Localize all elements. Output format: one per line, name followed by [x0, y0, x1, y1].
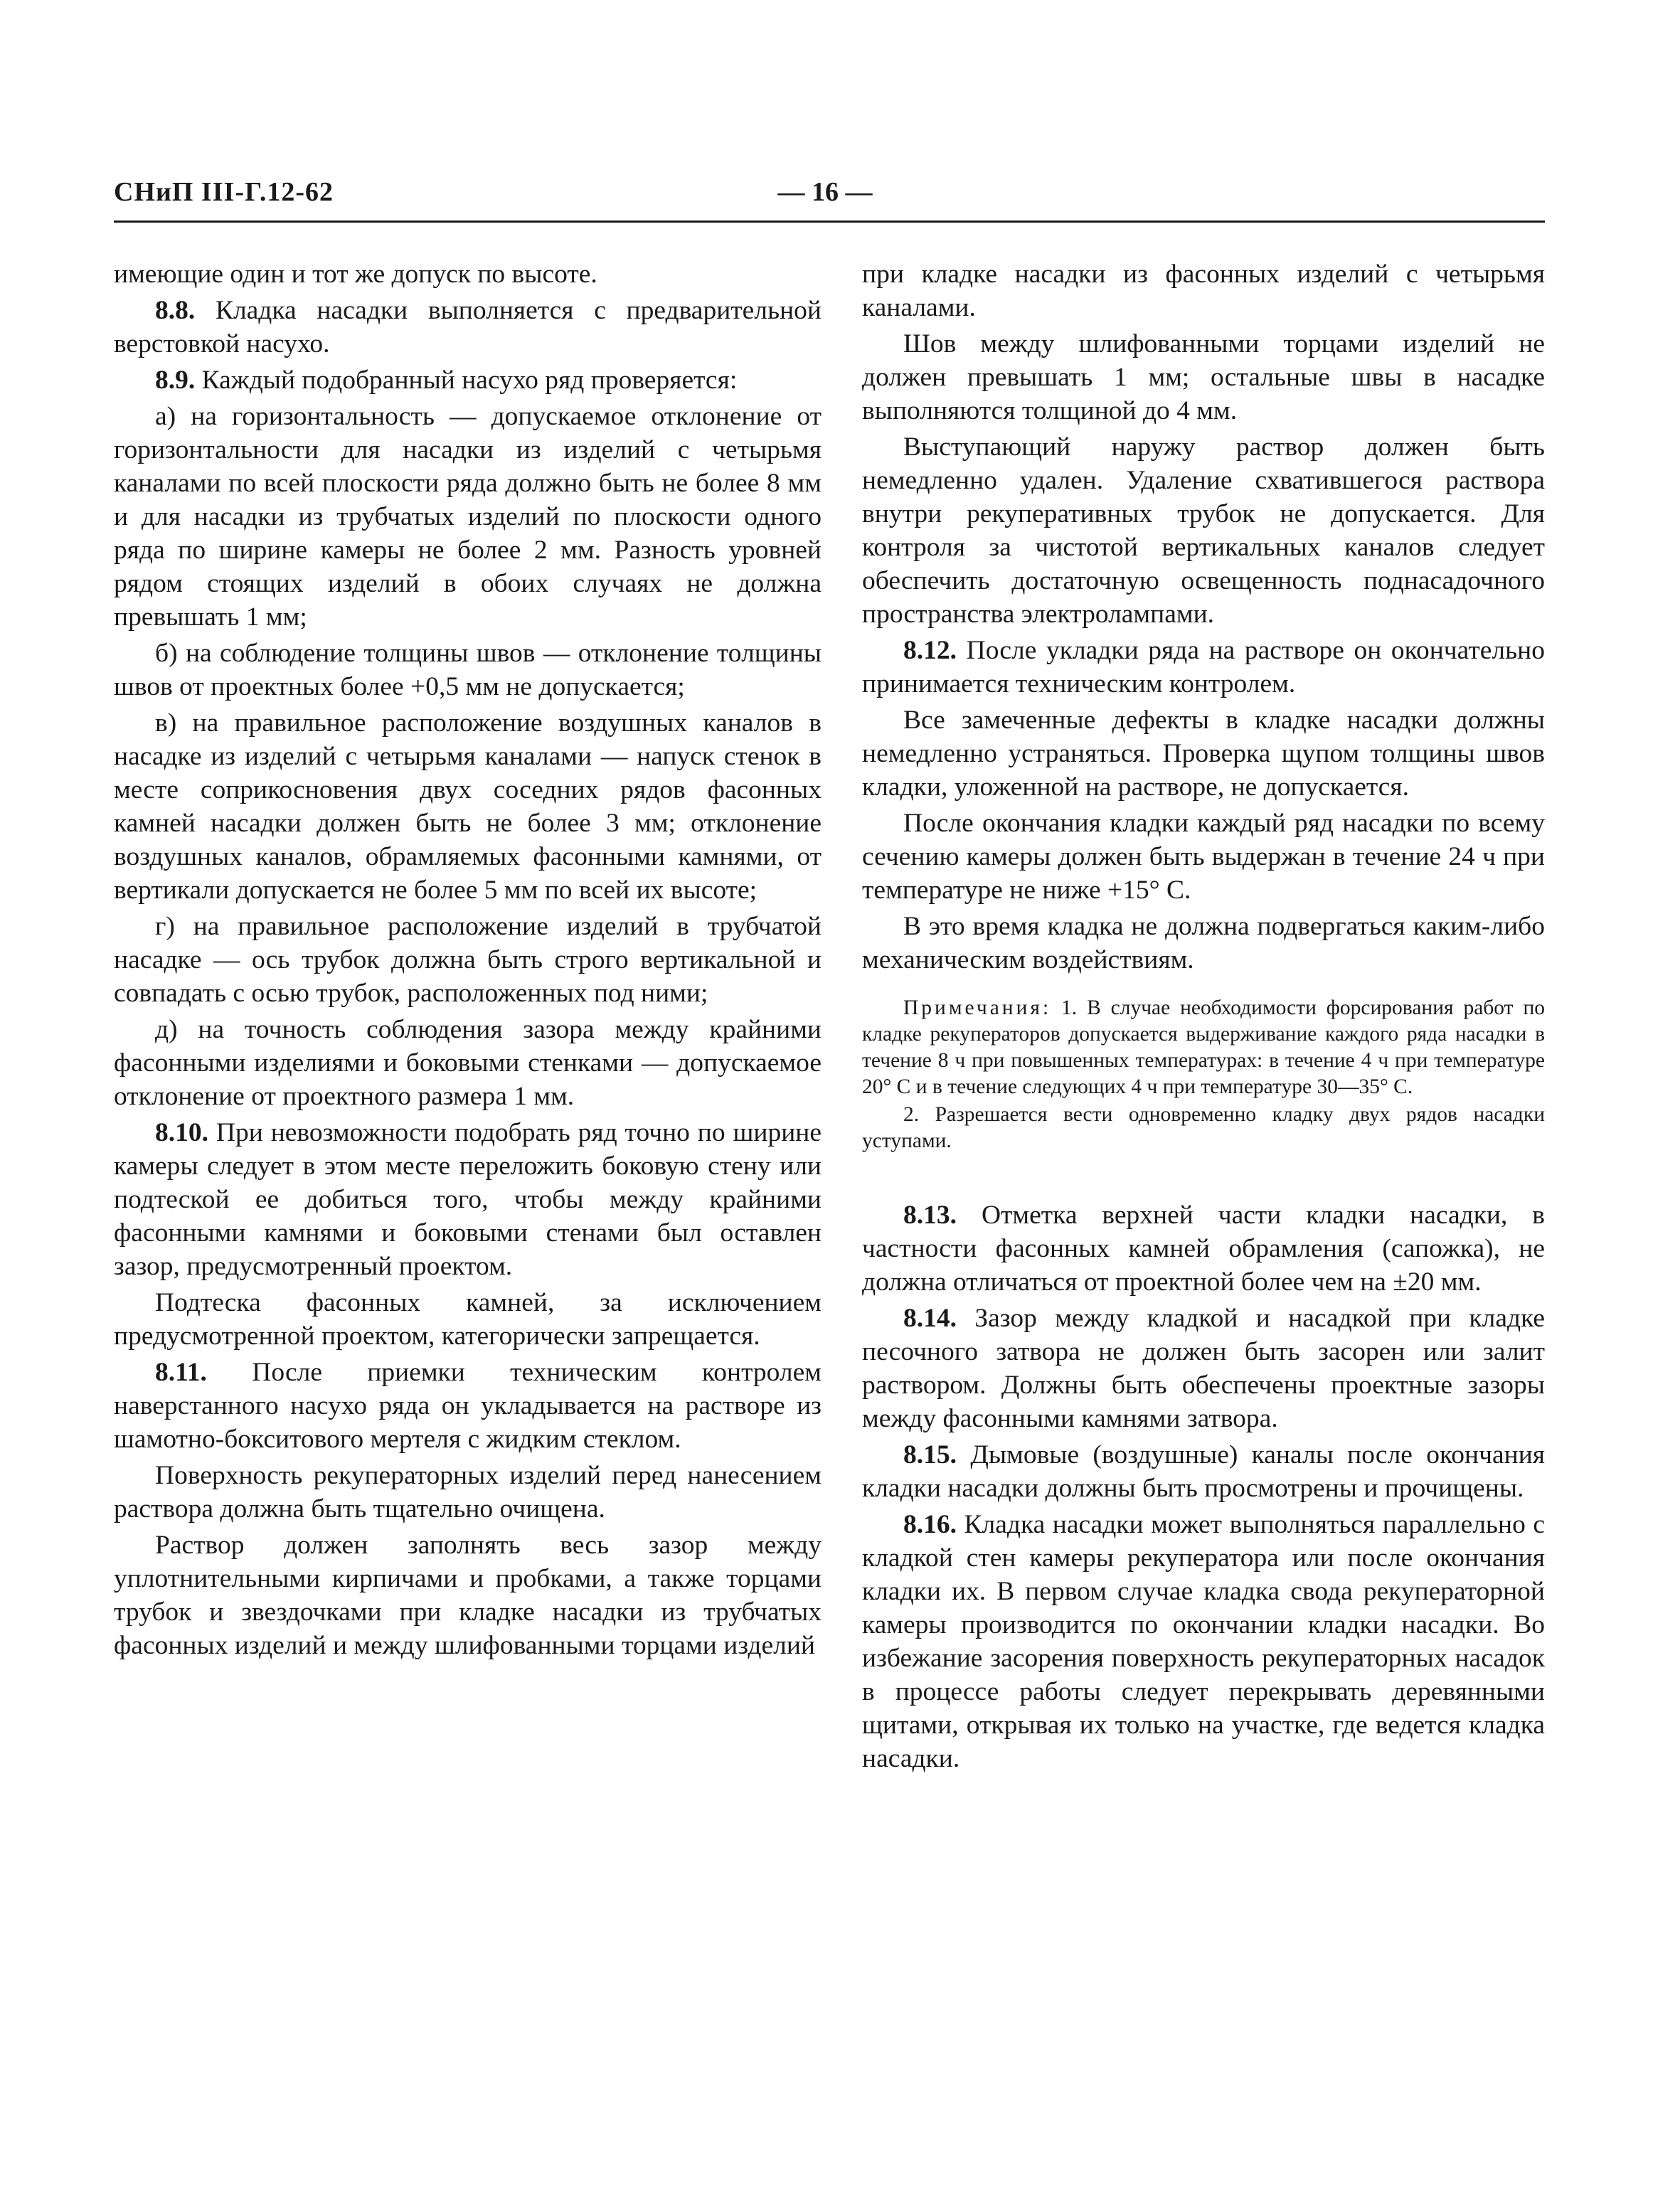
- clause-8-8: [114, 294, 822, 361]
- paragraph: После окончания кладки каждый ряд насадки по всему сечению камеры должен быть выдержан в течение 24 ч при температуре не ниже +15° С.: [862, 809, 1545, 905]
- page-header: [114, 176, 1545, 223]
- clause-8-12: [862, 634, 1545, 701]
- list-item-b: б) на соблюдение толщины швов — отклонение толщины швов от проектных более +0,5 мм не допускается;: [114, 639, 822, 701]
- clause-8-13: [862, 1198, 1545, 1299]
- right-column: [862, 257, 1545, 1778]
- note-text: 1. В случае необходимости форсирования работ по кладке рекуператоров допускается выдерживание каждого ряда насадки в течение 8 ч при повышенных температурах: в течение 4 ч при температуре 20° С и в течение следующих 4 ч при температуре 30—35° С.: [862, 996, 1545, 1098]
- clause-number: 8.11.: [155, 1358, 207, 1387]
- clause-text: Дымовые (воздушные) каналы после окончания кладки насадки должны быть просмотрены и прочищены.: [862, 1440, 1546, 1503]
- paragraph: Шов между шлифованными торцами изделий не должен превышать 1 мм; остальные швы в насадке выполняются толщиной до 4 мм.: [862, 329, 1545, 425]
- clause-number: 8.9.: [155, 366, 196, 395]
- clause-text: Кладка насадки может выполняться параллельно с кладкой стен камеры рекуператора или после окончания кладки их. В первом случае кладка свода рекуператорной камеры производится по окончании кладки насадки. Во избежание засорения поверхность рекуператорных насадок в процессе работы следует перекрывать деревянными щитами, открывая их только на участке, где ведется кладка насадки.: [862, 1510, 1545, 1773]
- paragraph: Все замеченные дефекты в кладке насадки должны немедленно устраняться. Проверка щупом толщины швов кладки, уложенной на растворе, не допускается.: [862, 706, 1545, 802]
- clause-text: Зазор между кладкой и насадкой при кладке песочного затвора не должен быть засорен или залит раствором. Должны быть обеспечены проектные зазоры между фасонными камнями затвора.: [862, 1304, 1546, 1433]
- clause-text: После укладки ряда на растворе он окончательно принимается техническим контролем.: [862, 636, 1546, 698]
- clause-text: При невозможности подобрать ряд точно по ширине камеры следует в этом месте переложить боковую стену или подтеской ее добиться того, чтобы между крайними фасонными камнями и боковыми стенами был оставлен зазор, предусмотренный проектом.: [114, 1118, 822, 1281]
- clause-8-14: [862, 1302, 1545, 1435]
- paragraph: при кладке насадки из фасонных изделий с четырьмя каналами.: [862, 260, 1545, 322]
- note-2: 2. Разрешается вести одновременно кладку двух рядов насадки уступами.: [862, 1103, 1545, 1152]
- clause-number: 8.14.: [903, 1304, 957, 1333]
- clause-text: Кладка насадки выполняется с предварительной верстовкой насухо.: [114, 296, 822, 358]
- paragraph: Раствор должен заполнять весь зазор между уплотнительными кирпичами и пробками, а также торцами трубок и звездочками при кладке насадки из трубчатых фасонных изделий и между шлифованными торцами изделий: [114, 1531, 822, 1660]
- paragraph: В это время кладка не должна подвергаться каким-либо механическим воздействиям.: [862, 912, 1545, 974]
- notes-block: [862, 995, 1545, 1154]
- clause-number: 8.16.: [903, 1510, 957, 1539]
- note-1: [862, 995, 1545, 1100]
- clause-text: После приемки техническим контролем наверстанного насухо ряда он укладывается на растворе из шамотно-бокситового мертеля с жидким стеклом.: [114, 1358, 822, 1454]
- notes-label: Примечания:: [903, 996, 1052, 1019]
- clause-text: Каждый подобранный насухо ряд проверяется:: [201, 366, 738, 395]
- clause-8-10: [114, 1116, 822, 1283]
- clause-number: 8.12.: [903, 636, 957, 665]
- paragraph: имеющие один и тот же допуск по высоте.: [114, 260, 597, 289]
- list-item-a: а) на горизонтальность — допускаемое отклонение от горизонтальности для насадки из изделий с четырьмя каналами по всей плоскости ряда должно быть не более 8 мм и для насадки из трубчатых изделий по плоскости одного ряда по ширине камеры не более 2 мм. Разность уровней рядом стоящих изделий в обоих случаях не должна превышать 1 мм;: [114, 402, 822, 632]
- list-item-v: в) на правильное расположение воздушных каналов в насадке из изделий с четырьмя каналами — напуск стенок в месте соприкосновения двух соседних рядов фасонных камней насадки должен быть не более 3 мм; отклонение воздушных каналов, обрамляемых фасонными камнями, от вертикали допускается не более 5 мм по всей их высоте;: [114, 708, 822, 905]
- clause-number: 8.13.: [903, 1201, 957, 1230]
- page-number: — 16 —: [777, 177, 873, 207]
- clause-number: 8.15.: [903, 1440, 957, 1469]
- clause-text: Отметка верхней части кладки насадки, в частности фасонных камней обрамления (сапожка), не должна отличаться от проектной более чем на ±20 мм.: [862, 1201, 1545, 1297]
- clause-8-11: [114, 1356, 822, 1456]
- clause-8-16: [862, 1508, 1545, 1775]
- clause-number: 8.8.: [155, 296, 196, 325]
- list-item-d: д) на точность соблюдения зазора между крайними фасонными изделиями и боковыми стенками — допускаемое отклонение от проектного размера 1 мм.: [114, 1015, 822, 1111]
- paragraph: Выступающий наружу раствор должен быть немедленно удален. Удаление схватившегося раствора внутри рекуперативных трубок не допускается. Для контроля за чистотой вертикальных каналов следует обеспечить достаточную освещенность поднасадочного пространства электролампами.: [862, 432, 1545, 629]
- clause-8-15: [862, 1438, 1545, 1505]
- clause-8-9: [114, 363, 822, 397]
- document-code: СНиП III-Г.12-62: [114, 177, 334, 207]
- paragraph: Подтеска фасонных камней, за исключением предусмотренной проектом, категорически запрещается.: [114, 1288, 822, 1351]
- list-item-g: г) на правильное расположение изделий в трубчатой насадке — ось трубок должна быть строго вертикальной и совпадать с осью трубок, расположенных под ними;: [114, 912, 822, 1008]
- clause-number: 8.10.: [155, 1118, 208, 1147]
- left-column: [114, 257, 822, 1665]
- paragraph: Поверхность рекуператорных изделий перед нанесением раствора должна быть тщательно очищена.: [114, 1461, 822, 1524]
